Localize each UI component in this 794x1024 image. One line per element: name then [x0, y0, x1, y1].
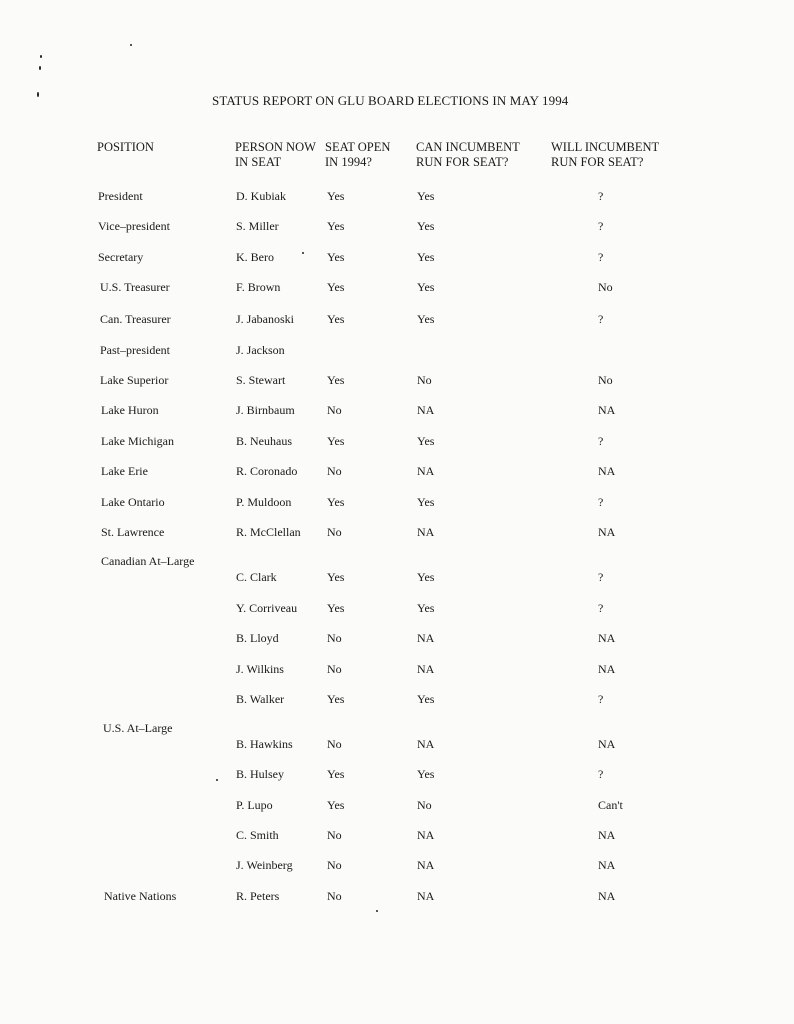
cell-seat-open: No — [327, 889, 342, 903]
cell-person: R. McClellan — [236, 525, 301, 539]
cell-position: Native Nations — [104, 889, 177, 903]
table-row — [0, 797, 794, 813]
cell-person: R. Peters — [236, 889, 280, 903]
cell-can-run: Yes — [417, 312, 435, 326]
page-title: STATUS REPORT ON GLU BOARD ELECTIONS IN MAY 1994 — [212, 93, 569, 108]
cell-can-run: Yes — [417, 189, 435, 203]
cell-will-run: NA — [598, 889, 616, 903]
cell-can-run: NA — [417, 631, 435, 645]
cell-will-run: No — [598, 373, 613, 387]
table-row — [0, 827, 794, 843]
cell-person: B. Walker — [236, 692, 285, 706]
cell-position: St. Lawrence — [101, 525, 165, 539]
header-position-label: POSITION — [97, 140, 154, 154]
cell-person: F. Brown — [236, 280, 281, 294]
cell-will-run: ? — [598, 692, 604, 706]
cell-position: Lake Huron — [101, 403, 159, 417]
cell-will-run: ? — [598, 495, 604, 509]
cell-can-run: Yes — [417, 601, 435, 615]
cell-position: Lake Superior — [100, 373, 169, 387]
cell-seat-open: Yes — [327, 434, 345, 448]
cell-person: B. Neuhaus — [236, 434, 292, 448]
table-row — [0, 494, 794, 510]
cell-person: C. Clark — [236, 570, 277, 584]
header-will-line2: RUN FOR SEAT? — [551, 155, 644, 169]
cell-can-run: NA — [417, 662, 435, 676]
cell-will-run: Can't — [598, 798, 623, 812]
cell-can-run: NA — [417, 737, 435, 751]
header-will — [551, 140, 659, 170]
cell-seat-open: Yes — [327, 219, 345, 233]
cell-can-run: NA — [417, 464, 435, 478]
group-label-us: U.S. At–Large — [103, 721, 173, 735]
table-row — [0, 766, 794, 782]
cell-position: President — [98, 189, 143, 203]
cell-position: Can. Treasurer — [100, 312, 171, 326]
cell-seat-open: No — [327, 828, 342, 842]
cell-will-run: NA — [598, 662, 616, 676]
cell-person: R. Coronado — [236, 464, 298, 478]
cell-can-run: Yes — [417, 767, 435, 781]
table-row — [0, 279, 794, 295]
cell-can-run: Yes — [417, 692, 435, 706]
cell-will-run: NA — [598, 828, 616, 842]
cell-seat-open: No — [327, 662, 342, 676]
scan-speck — [37, 92, 39, 97]
header-open-line2: IN 1994? — [325, 155, 372, 169]
table-row — [0, 311, 794, 327]
cell-will-run: NA — [598, 631, 616, 645]
cell-can-run: Yes — [417, 495, 435, 509]
cell-seat-open: Yes — [327, 570, 345, 584]
header-open-line1: SEAT OPEN — [325, 140, 391, 154]
cell-will-run: ? — [598, 312, 604, 326]
cell-position: U.S. Treasurer — [100, 280, 170, 294]
table-row — [0, 661, 794, 677]
table-row — [0, 402, 794, 418]
cell-can-run: No — [417, 798, 432, 812]
cell-seat-open: Yes — [327, 692, 345, 706]
cell-person: P. Muldoon — [236, 495, 292, 509]
header-person-line1: PERSON NOW — [235, 140, 316, 154]
cell-person: K. Bero — [236, 250, 274, 264]
cell-seat-open: No — [327, 858, 342, 872]
cell-can-run: No — [417, 373, 432, 387]
cell-will-run: NA — [598, 858, 616, 872]
cell-can-run: Yes — [417, 219, 435, 233]
cell-seat-open: No — [327, 631, 342, 645]
cell-will-run: ? — [598, 250, 604, 264]
cell-will-run: ? — [598, 434, 604, 448]
cell-position: Vice–president — [98, 219, 170, 233]
cell-person: S. Stewart — [236, 373, 286, 387]
cell-seat-open: No — [327, 737, 342, 751]
cell-will-run: NA — [598, 403, 616, 417]
scan-speck — [40, 55, 42, 58]
table-row — [0, 691, 794, 707]
cell-can-run: NA — [417, 403, 435, 417]
cell-can-run: Yes — [417, 280, 435, 294]
cell-person: B. Hawkins — [236, 737, 293, 751]
cell-seat-open: Yes — [327, 798, 345, 812]
cell-person: J. Weinberg — [236, 858, 293, 872]
cell-person: J. Birnbaum — [236, 403, 295, 417]
cell-position: Lake Erie — [101, 464, 148, 478]
cell-can-run: NA — [417, 525, 435, 539]
table-row — [0, 372, 794, 388]
cell-person: J. Wilkins — [236, 662, 284, 676]
cell-can-run: Yes — [417, 250, 435, 264]
header-person — [235, 140, 316, 170]
cell-can-run: NA — [417, 828, 435, 842]
cell-will-run: ? — [598, 189, 604, 203]
cell-can-run: NA — [417, 889, 435, 903]
table-row — [0, 857, 794, 873]
cell-can-run: Yes — [417, 434, 435, 448]
group-label-canadian: Canadian At–Large — [101, 554, 195, 568]
cell-seat-open: Yes — [327, 280, 345, 294]
cell-seat-open: Yes — [327, 767, 345, 781]
table-row — [0, 630, 794, 646]
header-will-line1: WILL INCUMBENT — [551, 140, 660, 154]
table-row — [0, 600, 794, 616]
cell-person: B. Hulsey — [236, 767, 284, 781]
cell-seat-open: No — [327, 403, 342, 417]
cell-will-run: ? — [598, 219, 604, 233]
table-row — [0, 888, 794, 904]
cell-will-run: ? — [598, 767, 604, 781]
cell-person: P. Lupo — [236, 798, 273, 812]
cell-seat-open: No — [327, 525, 342, 539]
cell-seat-open: Yes — [327, 250, 345, 264]
table-row — [0, 463, 794, 479]
cell-person: Y. Corriveau — [236, 601, 298, 615]
header-position — [97, 140, 154, 155]
scan-speck — [216, 779, 218, 781]
cell-position: Lake Ontario — [101, 495, 165, 509]
table-row — [0, 433, 794, 449]
header-can-line1: CAN INCUMBENT — [416, 140, 520, 154]
header-open — [325, 140, 390, 170]
cell-seat-open: Yes — [327, 189, 345, 203]
cell-will-run: NA — [598, 525, 616, 539]
cell-position: Lake Michigan — [101, 434, 174, 448]
table-row — [0, 342, 794, 358]
table-row — [0, 736, 794, 752]
cell-position: Secretary — [98, 250, 144, 264]
cell-seat-open: No — [327, 464, 342, 478]
cell-will-run: ? — [598, 601, 604, 615]
cell-will-run: No — [598, 280, 613, 294]
table-row — [0, 218, 794, 234]
cell-person: J. Jabanoski — [236, 312, 294, 326]
cell-person: D. Kubiak — [236, 189, 286, 203]
cell-person: B. Lloyd — [236, 631, 279, 645]
scan-speck — [130, 44, 132, 46]
cell-person: S. Miller — [236, 219, 279, 233]
scan-speck — [39, 66, 41, 70]
cell-can-run: NA — [417, 858, 435, 872]
scan-speck — [302, 252, 304, 254]
cell-will-run: ? — [598, 570, 604, 584]
cell-will-run: NA — [598, 464, 616, 478]
cell-will-run: NA — [598, 737, 616, 751]
cell-position: Past–president — [100, 343, 170, 357]
cell-person: C. Smith — [236, 828, 279, 842]
table-row — [0, 524, 794, 540]
cell-person: J. Jackson — [236, 343, 285, 357]
table-row — [0, 569, 794, 585]
header-can-line2: RUN FOR SEAT? — [416, 155, 509, 169]
table-row — [0, 188, 794, 204]
header-can — [416, 140, 520, 170]
cell-seat-open: Yes — [327, 312, 345, 326]
cell-can-run: Yes — [417, 570, 435, 584]
cell-seat-open: Yes — [327, 601, 345, 615]
table-row — [0, 249, 794, 265]
cell-seat-open: Yes — [327, 495, 345, 509]
header-person-line2: IN SEAT — [235, 155, 282, 169]
cell-seat-open: Yes — [327, 373, 345, 387]
scan-speck — [376, 910, 378, 912]
